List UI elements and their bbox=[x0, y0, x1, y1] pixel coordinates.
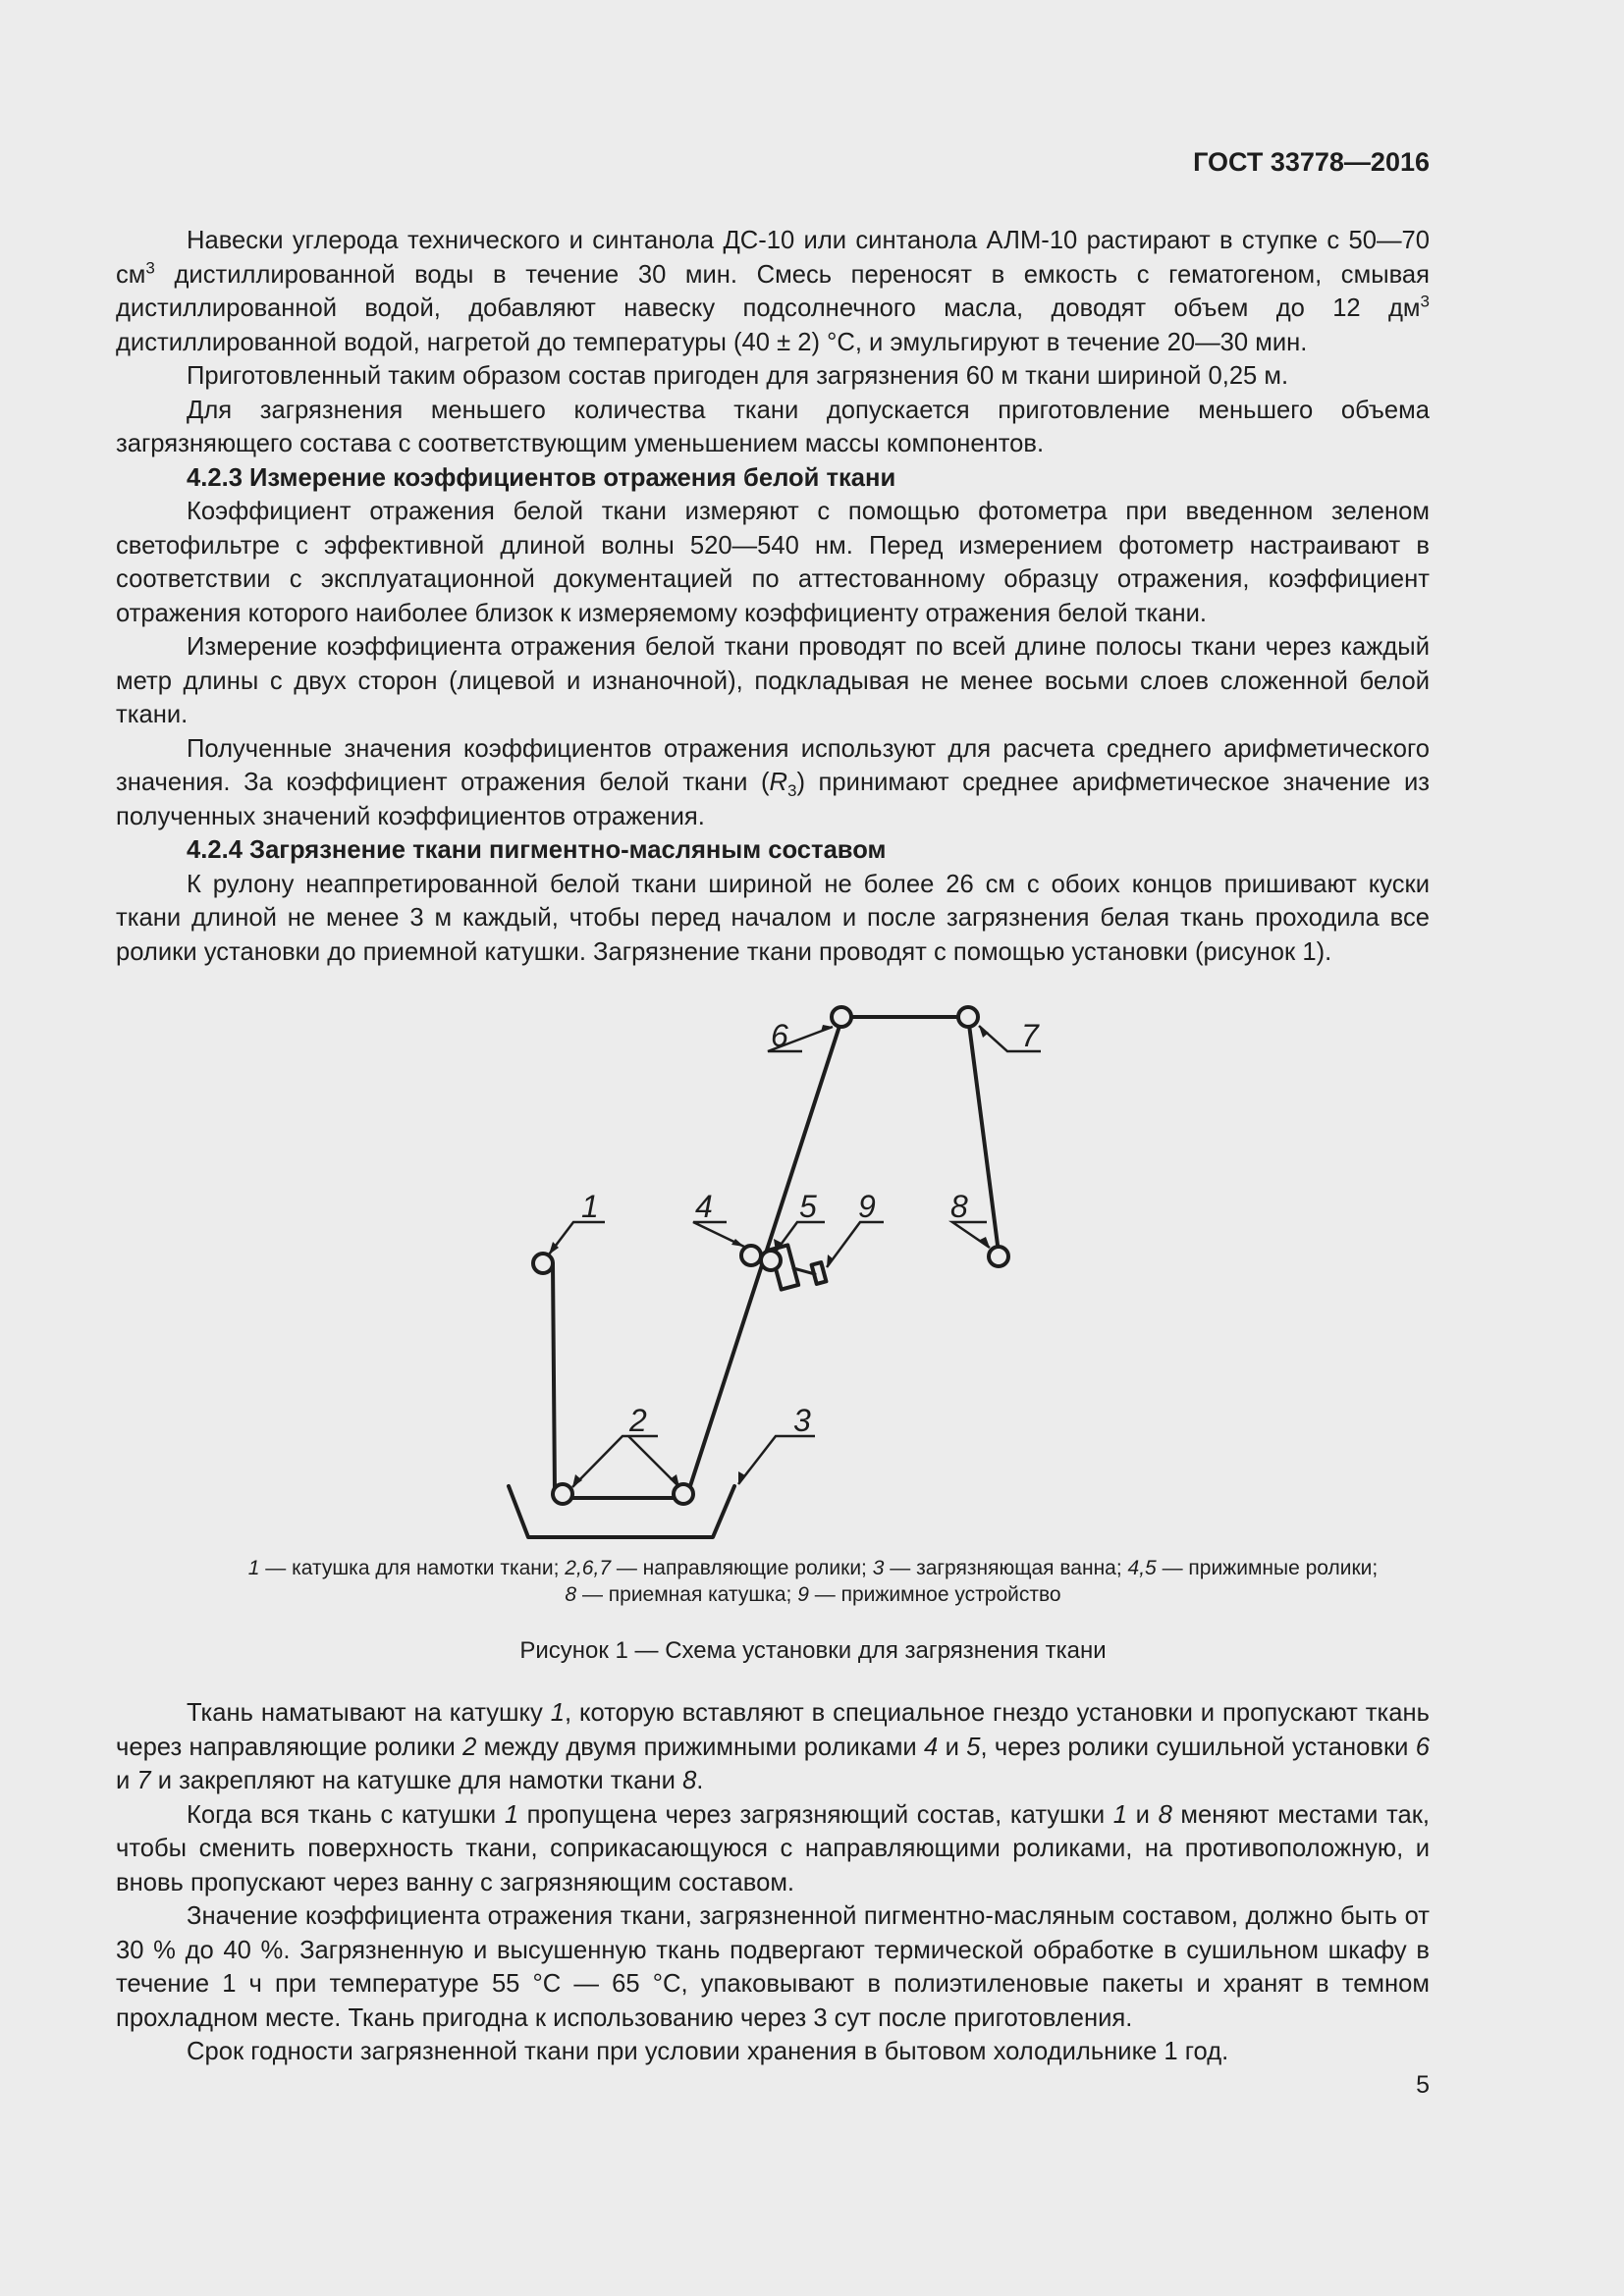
paragraph-fabric-roll: К рулону неаппретированной белой ткани шириной не более 26 см с обоих концов пришивают куски ткани длиной не менее 3 м каждый, чтобы перед началом и после загрязнения белая ткань проходила все ролики установки до приемной катушки. Загрязнение ткани проводят с помощью установки (рисунок 1). bbox=[116, 870, 1430, 966]
paragraph-winding: Ткань наматывают на катушку 1, которую вставляют в специальное гнездо установки и пропускают ткань через направляющие ролики 2 между двумя прижимными роликами 4 и 5, через ролики сушильной установки 6 и 7 и закрепляют на катушке для намотки ткани 8. bbox=[116, 1699, 1430, 1794]
roller-6 bbox=[832, 1007, 851, 1027]
figure-legend bbox=[116, 1555, 1510, 1608]
label-8: 8 bbox=[950, 1189, 968, 1224]
section-heading-4-2-4: 4.2.4 Загрязнение ткани пигментно-масляным составом bbox=[187, 836, 887, 864]
label-5: 5 bbox=[799, 1189, 817, 1224]
paragraph-average-value: Полученные значения коэффициентов отражения используют для расчета среднего арифметического значения. За коэффициент отражения белой ткани $(R_3)$ принимают среднее арифметическое значение из полученных значений коэффициентов отражения. bbox=[116, 734, 1430, 830]
label-7: 7 bbox=[1021, 1018, 1039, 1053]
paragraph-shelf-life: Срок годности загрязненной ткани при условии хранения в бытовом холодильнике 1 год. bbox=[187, 2038, 1229, 2065]
section-heading-4-2-3: 4.2.3 Измерение коэффициентов отражения белой ткани bbox=[187, 463, 896, 492]
contaminating-bath bbox=[509, 1486, 734, 1537]
roller-2-left bbox=[553, 1484, 572, 1504]
paragraph-photometer: Коэффициент отражения белой ткани измеряют с помощью фотометра при введенном зеленом светофильтре с эффективной длиной волны 520—540 нм. Перед измерением фотометр настраивают в соответствии с эксплуатационной документацией по аттестованному образцу отражения, коэффициент отражения которого наиболее близок к измеряемому коэффициенту отражения белой ткани. bbox=[116, 498, 1430, 627]
roller-4 bbox=[741, 1246, 761, 1265]
roller-2-right bbox=[674, 1484, 693, 1504]
figure-caption: Рисунок 1 — Схема установки для загрязнения ткани bbox=[519, 1637, 1107, 1664]
text-block-1 bbox=[116, 224, 1430, 969]
paragraph-mix-preparation: Навески углерода технического и синтанола ДС-10 или синтанола АЛМ-10 растирают в ступке с 50—70 $см^3$ дистиллированной воды в течение 30 мин. Смесь переносят в емкость с гематогеном, смывая дистиллированной водой, добавляют навеску подсолнечного масла, доводят объем до 12 $дм^3$ дистиллированной водой, нагретой до температуры (40 ± 2) °С, и эмульгируют в течение 20—30 мин. bbox=[116, 227, 1430, 356]
setup-diagram bbox=[0, 991, 1624, 1561]
page-number: 5 bbox=[1416, 2071, 1430, 2099]
roller-1 bbox=[533, 1254, 553, 1273]
paragraph-reflection-value: Значение коэффициента отражения ткани, загрязненной пигментно-масляным составом, должно быть от 30 % до 40 %. Загрязненную и высушенную ткань подвергают термической обработке в сушильном шкафу в течение 1 ч при температуре 55 °С — 65 °С, упаковывают в полиэтиленовые пакеты и хранят в темном прохладном месте. Ткань пригодна к использованию через 3 сут после приготовления. bbox=[116, 1902, 1430, 2032]
roller-5 bbox=[761, 1251, 781, 1270]
roller-7 bbox=[958, 1007, 978, 1027]
paragraph-smaller-quantity: Для загрязнения меньшего количества ткани допускается приготовление меньшего объема загрязняющего состава с соответствующим уменьшением массы компонентов. bbox=[116, 396, 1430, 457]
label-9: 9 bbox=[858, 1189, 876, 1224]
paragraph-swap-reels: Когда вся ткань с катушки 1 пропущена через загрязняющий состав, катушки 1 и 8 меняют местами так, чтобы сменить поверхность ткани, соприкасающуюся с направляющими роликами, на противоположную, и вновь пропускают через ванну с загрязняющим составом. bbox=[116, 1800, 1430, 1896]
roller-8 bbox=[989, 1247, 1008, 1266]
label-3: 3 bbox=[793, 1403, 811, 1438]
text-block-2 bbox=[116, 1696, 1430, 2069]
label-6: 6 bbox=[771, 1018, 788, 1053]
label-4: 4 bbox=[695, 1189, 713, 1224]
legend-line-2: 8 — приемная катушка; 9 — прижимное устройство bbox=[565, 1583, 1061, 1606]
label-1: 1 bbox=[581, 1189, 599, 1224]
paragraph-measurement: Измерение коэффициента отражения белой ткани проводят по всей длине полосы ткани через каждый метр длины с двух сторон (лицевой и изнаночной), подкладывая не менее восьми слоев сложенной белой ткани. bbox=[116, 633, 1430, 728]
paragraph-prepared-composition: Приготовленный таким образом состав пригоден для загрязнения 60 м ткани шириной 0,25 м. bbox=[187, 362, 1289, 390]
document-id: ГОСТ 33778—2016 bbox=[1193, 147, 1430, 177]
legend-line-1: 1 — катушка для намотки ткани; 2,6,7 — направляющие ролики; 3 — загрязняющая ванна; 4,5 — прижимные ролики; bbox=[247, 1557, 1379, 1579]
label-2: 2 bbox=[629, 1403, 647, 1438]
